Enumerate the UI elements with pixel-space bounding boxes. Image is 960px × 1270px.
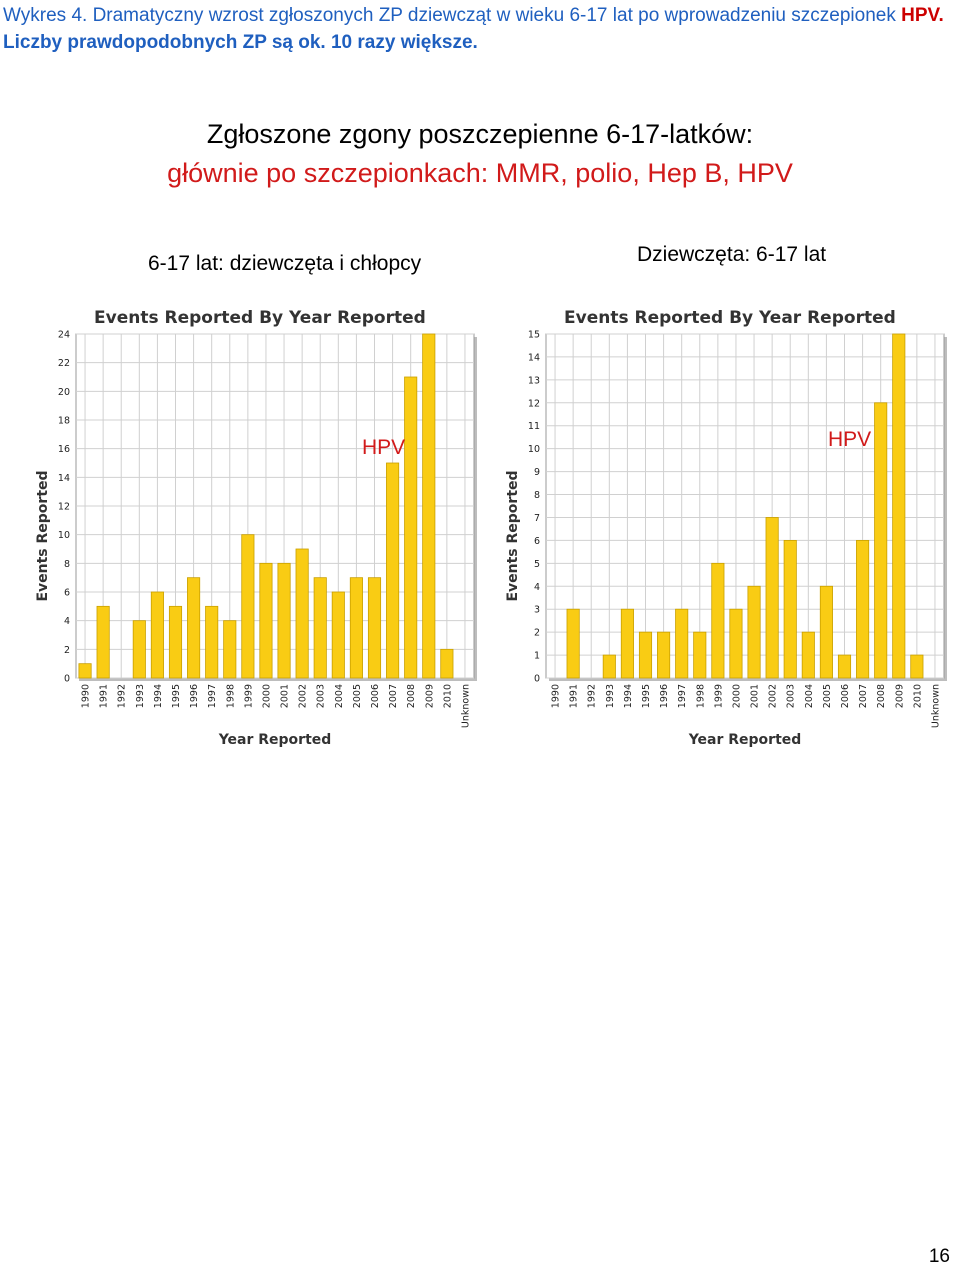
left-x-tick-label: 2008	[406, 684, 418, 709]
right-bar-1991	[567, 609, 579, 678]
left-x-tick-label: 2001	[279, 684, 291, 709]
left-y-axis-title: Events Reported	[35, 470, 51, 602]
right-y-tick-label: 8	[533, 490, 540, 502]
right-x-tick-label: 1996	[659, 684, 671, 709]
right-x-tick-label: 2007	[858, 684, 870, 709]
left-bar-chart-svg	[30, 296, 495, 756]
right-hpv-annotation: HPV	[828, 428, 872, 451]
left-x-tick-label: 1993	[134, 684, 146, 709]
left-bar-2001	[278, 563, 290, 678]
left-bar-1991	[97, 606, 109, 678]
left-x-tick-label: 2000	[261, 684, 273, 709]
left-y-tick-label: 4	[63, 616, 70, 628]
page-number: 16	[928, 1246, 950, 1267]
left-x-tick-label: 2002	[297, 684, 309, 709]
figure-caption-part1: Wykres 4. Dramatyczny wzrost zgłoszonych ZP dziewcząt w wieku 6-17 lat po wprowadzeniu szczepionek	[3, 5, 902, 26]
right-x-tick-label: 2003	[785, 684, 797, 709]
right-x-tick-label: 1992	[586, 684, 598, 709]
right-y-tick-label: 5	[533, 558, 540, 570]
right-x-tick-label: 1997	[677, 684, 689, 709]
right-x-tick-label: 2005	[821, 684, 833, 709]
right-bar-chart	[500, 296, 960, 756]
right-x-tick-label: 1999	[713, 684, 725, 709]
right-y-tick-label: 3	[533, 604, 540, 616]
left-bar-2006	[368, 578, 380, 678]
right-x-tick-label: 1998	[695, 684, 707, 709]
left-bar-1995	[169, 606, 181, 678]
right-bar-2008	[875, 403, 887, 678]
right-x-tick-label: 1993	[604, 684, 616, 709]
left-bar-1990	[79, 664, 91, 678]
right-y-tick-label: 13	[527, 375, 540, 387]
left-x-tick-label: 1996	[189, 684, 201, 709]
right-bar-1999	[712, 563, 724, 678]
left-x-tick-label: 2004	[333, 684, 345, 709]
left-x-tick-label: Unknown	[460, 684, 472, 729]
right-x-tick-label: Unknown	[930, 684, 942, 729]
left-x-tick-label: 1999	[243, 684, 255, 709]
left-bar-2010	[441, 649, 453, 678]
right-chart-caption: Dziewczęta: 6-17 lat	[637, 243, 827, 266]
right-x-tick-label: 2008	[876, 684, 888, 709]
left-x-tick-label: 1998	[225, 684, 237, 709]
left-chart-title: Events Reported By Year Reported	[94, 308, 426, 328]
slide-subtitle-line2: głównie po szczepionkach: MMR, polio, Hep B, HPV	[167, 158, 793, 188]
left-x-tick-label: 1992	[116, 684, 128, 709]
left-y-tick-label: 2	[63, 644, 70, 656]
right-bar-2002	[766, 517, 778, 678]
left-x-tick-label: 1995	[171, 684, 182, 709]
left-x-tick-label: 2009	[424, 684, 436, 709]
left-bar-2000	[260, 563, 272, 678]
right-x-tick-label: 2002	[767, 684, 779, 709]
left-bar-1993	[133, 621, 145, 678]
right-x-tick-label: 2000	[731, 684, 743, 709]
slide-subtitle-line1: Zgłoszone zgony poszczepienne 6-17-latków:	[206, 119, 754, 149]
right-x-tick-label: 1995	[641, 684, 652, 709]
right-y-axis-title: Events Reported	[505, 470, 521, 602]
left-bar-2009	[423, 334, 435, 678]
right-x-tick-label: 1994	[622, 684, 634, 709]
left-y-tick-label: 14	[57, 472, 70, 484]
left-x-tick-label: 1991	[98, 684, 110, 709]
right-bar-1998	[694, 632, 706, 678]
left-x-tick-label: 1990	[80, 684, 92, 709]
left-x-tick-label: 2005	[351, 684, 363, 709]
left-x-tick-label: 2006	[370, 684, 381, 709]
left-bar-1998	[224, 621, 236, 678]
left-y-tick-label: 20	[57, 386, 70, 398]
right-y-tick-label: 15	[527, 329, 540, 341]
left-y-tick-label: 10	[57, 530, 70, 542]
left-bar-1996	[187, 578, 199, 678]
left-x-axis-title: Year Reported	[218, 732, 332, 748]
right-x-tick-label: 2006	[840, 684, 851, 709]
left-chart-caption: 6-17 lat: dziewczęta i chłopcy	[148, 252, 422, 275]
right-bar-1997	[676, 609, 688, 678]
left-x-tick-label: 1994	[152, 684, 164, 709]
left-bar-1994	[151, 592, 163, 678]
right-bar-2006	[838, 655, 850, 678]
right-x-tick-label: 2001	[749, 684, 761, 709]
right-bar-1995	[639, 632, 651, 678]
left-bar-2004	[332, 592, 344, 678]
left-bar-1997	[206, 606, 218, 678]
right-y-tick-label: 4	[533, 581, 540, 593]
left-x-tick-label: 1997	[207, 684, 219, 709]
left-x-tick-label: 2007	[388, 684, 400, 709]
right-bar-1996	[657, 632, 669, 678]
right-y-tick-label: 6	[533, 535, 540, 547]
right-bar-2004	[802, 632, 814, 678]
left-x-tick-label: 2003	[315, 684, 327, 709]
left-y-tick-label: 18	[57, 415, 70, 427]
left-y-tick-label: 24	[57, 329, 70, 341]
left-y-tick-label: 8	[63, 558, 70, 570]
left-y-tick-label: 12	[57, 501, 70, 513]
right-y-tick-label: 2	[533, 627, 540, 639]
right-bar-2005	[820, 586, 832, 678]
figure-caption-hpv: HPV.	[901, 5, 944, 26]
figure-caption	[3, 2, 953, 56]
right-y-tick-label: 0	[533, 673, 540, 685]
left-y-tick-label: 0	[63, 673, 70, 685]
left-bar-2002	[296, 549, 308, 678]
right-bar-1993	[603, 655, 615, 678]
right-bar-2010	[911, 655, 923, 678]
right-bar-2000	[730, 609, 742, 678]
right-x-tick-label: 1990	[550, 684, 562, 709]
left-bar-chart	[30, 296, 495, 756]
right-x-tick-label: 2004	[803, 684, 815, 709]
right-x-tick-label: 1991	[568, 684, 580, 709]
right-bar-2007	[856, 540, 868, 678]
right-bar-1994	[621, 609, 633, 678]
right-y-tick-label: 7	[533, 512, 540, 524]
right-bar-chart-svg	[500, 296, 960, 756]
figure-caption-part2: Liczby prawdopodobnych ZP są ok. 10 razy większe.	[3, 32, 478, 53]
left-bar-2005	[350, 578, 362, 678]
right-bar-2003	[784, 540, 796, 678]
left-bar-2003	[314, 578, 326, 678]
right-x-axis-title: Year Reported	[688, 732, 802, 748]
right-y-tick-label: 14	[527, 352, 540, 364]
left-bar-1999	[242, 535, 254, 678]
right-y-tick-label: 12	[527, 398, 540, 410]
right-chart-title: Events Reported By Year Reported	[564, 308, 896, 328]
left-y-tick-label: 22	[57, 358, 70, 370]
left-y-tick-label: 16	[57, 444, 70, 456]
left-hpv-annotation: HPV	[362, 436, 406, 459]
right-x-tick-label: 2009	[894, 684, 906, 709]
right-bar-2009	[893, 334, 905, 678]
right-x-tick-label: 2010	[912, 684, 924, 709]
right-y-tick-label: 1	[533, 650, 540, 662]
right-y-tick-label: 9	[533, 467, 540, 479]
right-y-tick-label: 11	[527, 421, 540, 433]
right-bar-2001	[748, 586, 760, 678]
right-y-tick-label: 10	[527, 444, 540, 456]
left-bar-2008	[405, 377, 417, 678]
left-x-tick-label: 2010	[442, 684, 454, 709]
left-y-tick-label: 6	[63, 587, 70, 599]
left-bar-2007	[386, 463, 398, 678]
